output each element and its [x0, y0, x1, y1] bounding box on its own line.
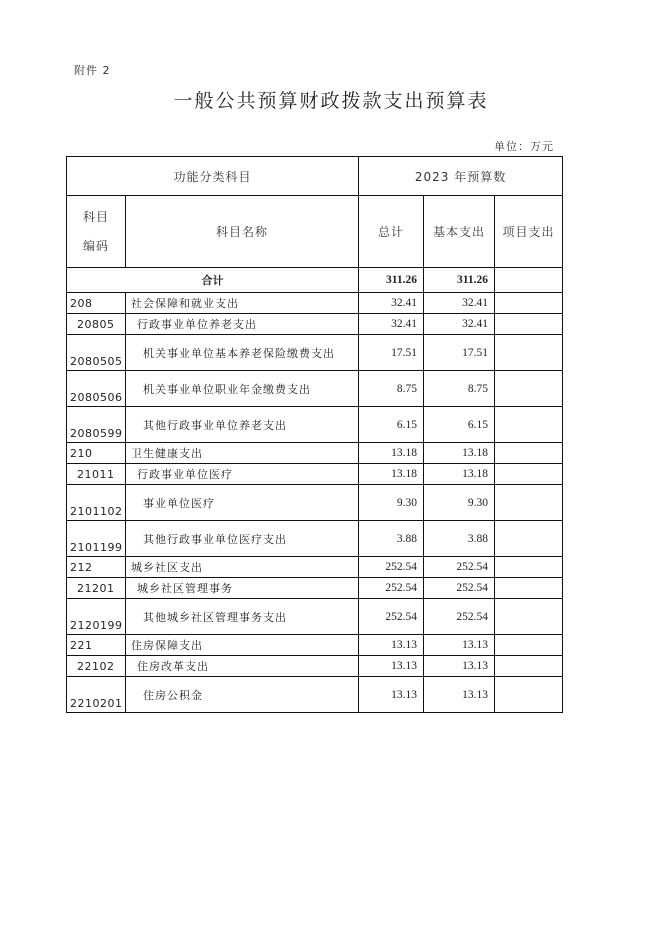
row-name: 事业单位医疗: [126, 485, 359, 521]
row-total: 13.18: [359, 443, 424, 464]
code-header: [67, 196, 126, 268]
row-name: 住房改革支出: [126, 656, 359, 677]
table-row: [67, 677, 563, 713]
row-total: 32.41: [359, 314, 424, 335]
row-basic: 252.54: [424, 557, 495, 578]
row-basic: 252.54: [424, 578, 495, 599]
row-basic: 13.13: [424, 635, 495, 656]
row-name: 住房公积金: [126, 677, 359, 713]
row-code: 21201: [67, 578, 126, 599]
row-basic: 9.30: [424, 485, 495, 521]
table-row: [67, 464, 563, 485]
row-project: [495, 656, 563, 677]
row-basic: 13.18: [424, 464, 495, 485]
row-total: 252.54: [359, 599, 424, 635]
row-name: 机关事业单位基本养老保险缴费支出: [126, 335, 359, 371]
table-row: [67, 635, 563, 656]
row-name: 其他城乡社区管理事务支出: [126, 599, 359, 635]
table-row: [67, 407, 563, 443]
table-row: [67, 485, 563, 521]
summary-basic: 311.26: [424, 268, 495, 293]
row-project: [495, 485, 563, 521]
row-total: 13.13: [359, 656, 424, 677]
unit-label: 单位：万元: [494, 140, 554, 153]
row-name: 行政事业单位养老支出: [126, 314, 359, 335]
project-header: 项目支出: [495, 196, 563, 268]
attachment-label: 附件 2: [74, 64, 111, 77]
row-project: [495, 521, 563, 557]
row-total: 13.13: [359, 677, 424, 713]
row-code: 22102: [67, 656, 126, 677]
row-basic: 13.13: [424, 656, 495, 677]
row-code: 20805: [67, 314, 126, 335]
name-header: 科目名称: [126, 196, 359, 268]
row-name: 行政事业单位医疗: [126, 464, 359, 485]
table-row: [67, 521, 563, 557]
table-row: [67, 578, 563, 599]
row-total: 252.54: [359, 578, 424, 599]
row-project: [495, 464, 563, 485]
row-code: 2080506: [67, 371, 126, 407]
year-budget-header: 2023 年预算数: [359, 157, 563, 196]
row-code: 221: [67, 635, 126, 656]
row-name: 城乡社区管理事务: [126, 578, 359, 599]
header-row-bottom: [67, 196, 563, 268]
header-row-top: [67, 157, 563, 196]
basic-header: 基本支出: [424, 196, 495, 268]
row-basic: 3.88: [424, 521, 495, 557]
total-header: 总计: [359, 196, 424, 268]
row-code: 212: [67, 557, 126, 578]
row-total: 8.75: [359, 371, 424, 407]
row-name: 机关事业单位职业年金缴费支出: [126, 371, 359, 407]
row-code: 2101102: [67, 485, 126, 521]
page-title: 一般公共预算财政拨款支出预算表: [173, 90, 489, 112]
row-project: [495, 443, 563, 464]
table-row: [67, 443, 563, 464]
row-basic: 8.75: [424, 371, 495, 407]
row-code: 208: [67, 293, 126, 314]
row-total: 9.30: [359, 485, 424, 521]
row-project: [495, 335, 563, 371]
row-code: 21011: [67, 464, 126, 485]
row-total: 6.15: [359, 407, 424, 443]
row-project: [495, 371, 563, 407]
summary-project: [495, 268, 563, 293]
table-row: [67, 293, 563, 314]
row-project: [495, 599, 563, 635]
row-name: 其他行政事业单位医疗支出: [126, 521, 359, 557]
row-project: [495, 557, 563, 578]
table-row: [67, 335, 563, 371]
row-code: 2120199: [67, 599, 126, 635]
func-class-header: 功能分类科目: [67, 157, 359, 196]
code-header-line2: 编码: [82, 238, 109, 253]
table-row: [67, 656, 563, 677]
table-row: [67, 557, 563, 578]
table-row: [67, 314, 563, 335]
row-total: 32.41: [359, 293, 424, 314]
row-project: [495, 677, 563, 713]
row-code: 2101199: [67, 521, 126, 557]
budget-table: [66, 156, 563, 713]
row-project: [495, 314, 563, 335]
row-name: 城乡社区支出: [126, 557, 359, 578]
summary-label: 合计: [67, 268, 359, 293]
row-basic: 32.41: [424, 293, 495, 314]
row-code: 210: [67, 443, 126, 464]
code-header-line1: 科目: [82, 209, 109, 224]
table-row: [67, 371, 563, 407]
row-basic: 13.13: [424, 677, 495, 713]
row-code: 2080505: [67, 335, 126, 371]
row-total: 17.51: [359, 335, 424, 371]
row-basic: 17.51: [424, 335, 495, 371]
table-row: [67, 599, 563, 635]
row-total: 13.18: [359, 464, 424, 485]
row-project: [495, 635, 563, 656]
row-project: [495, 293, 563, 314]
summary-total: 311.26: [359, 268, 424, 293]
summary-row: [67, 268, 563, 293]
row-project: [495, 578, 563, 599]
row-name: 卫生健康支出: [126, 443, 359, 464]
row-code: 2080599: [67, 407, 126, 443]
row-name: 其他行政事业单位养老支出: [126, 407, 359, 443]
row-project: [495, 407, 563, 443]
row-basic: 32.41: [424, 314, 495, 335]
row-total: 13.13: [359, 635, 424, 656]
row-code: 2210201: [67, 677, 126, 713]
row-name: 社会保障和就业支出: [126, 293, 359, 314]
row-basic: 13.18: [424, 443, 495, 464]
row-total: 3.88: [359, 521, 424, 557]
row-name: 住房保障支出: [126, 635, 359, 656]
row-basic: 6.15: [424, 407, 495, 443]
row-total: 252.54: [359, 557, 424, 578]
row-basic: 252.54: [424, 599, 495, 635]
